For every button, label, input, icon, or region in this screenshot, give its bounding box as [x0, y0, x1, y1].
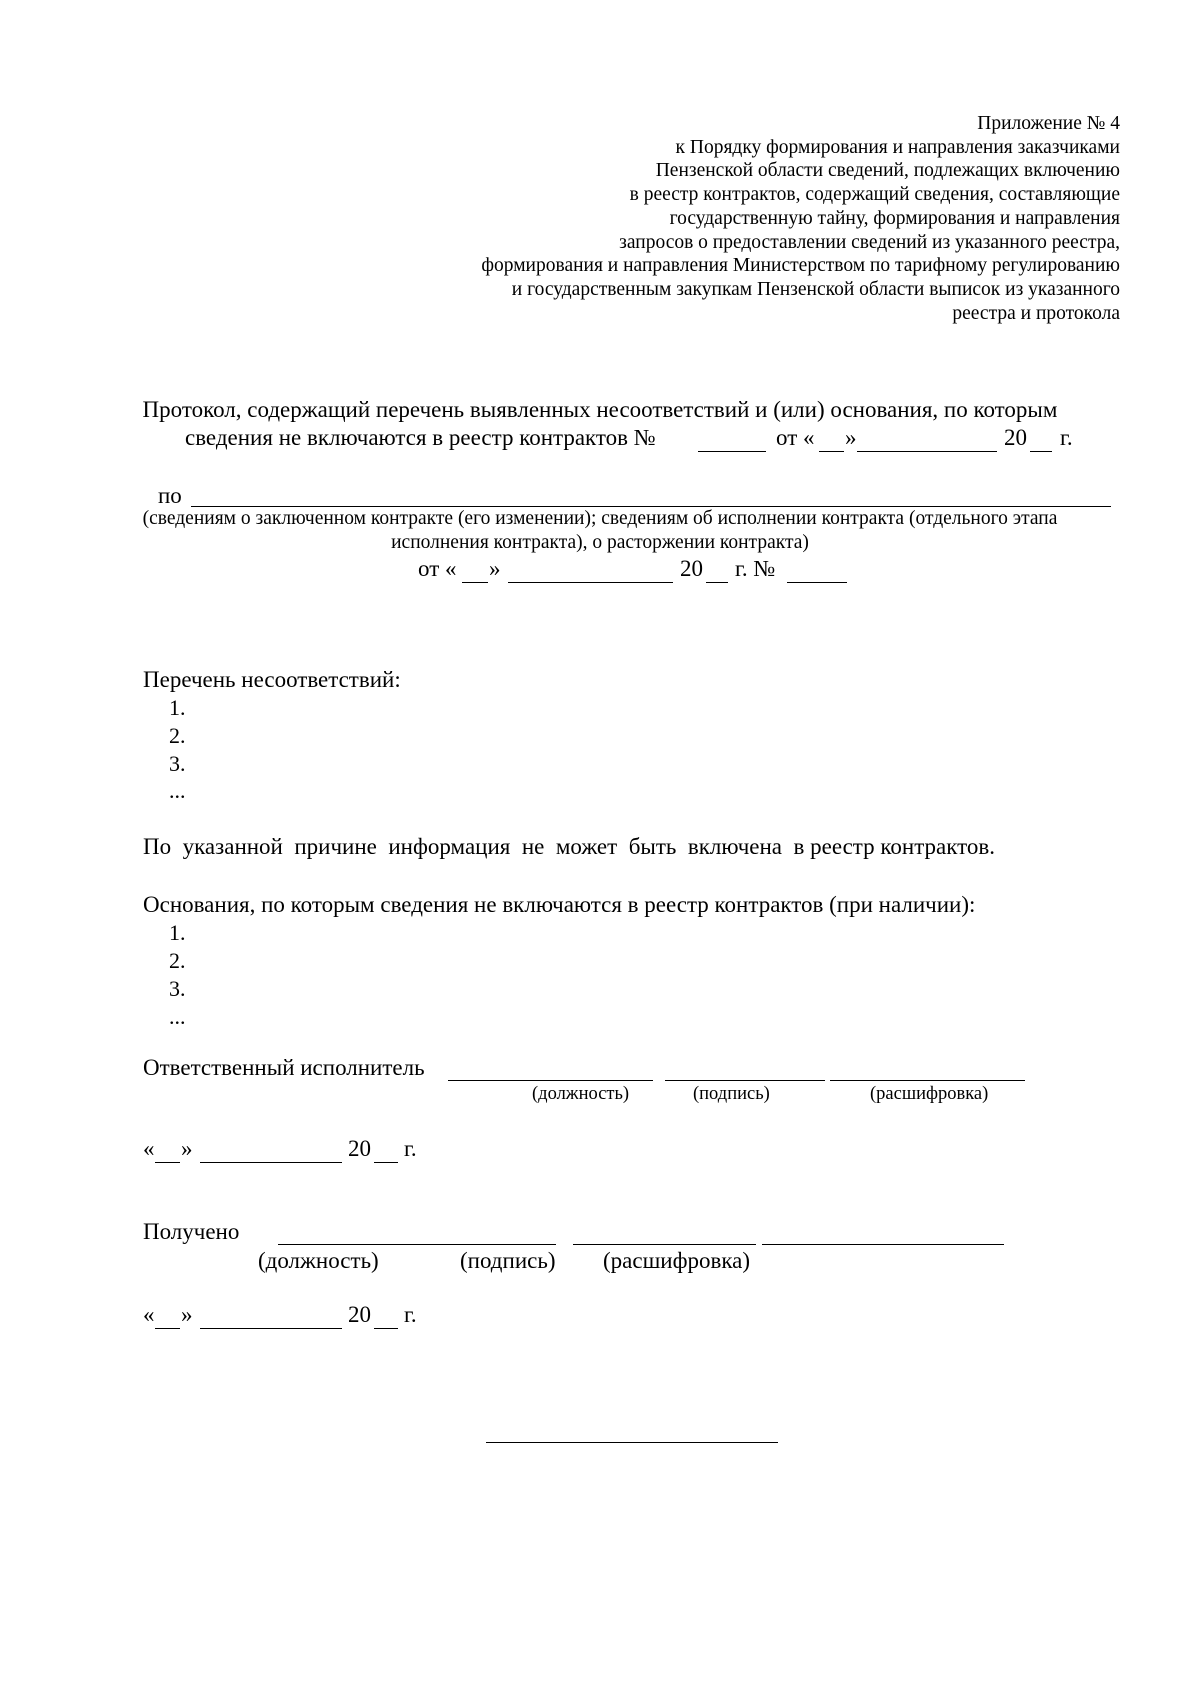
- po-note-line-2: исполнения контракта), о расторжении контракта): [391, 532, 809, 553]
- received-month-field[interactable]: [200, 1328, 342, 1329]
- executor-caption-position: (должность): [532, 1084, 630, 1104]
- received-decoding-field[interactable]: [762, 1244, 1004, 1245]
- title-line-1: Протокол, содержащий перечень выявленных несоответствий и (или) основания, по которым: [142, 397, 1058, 422]
- list-item: 3.: [169, 976, 186, 1001]
- title-line-2-prefix: сведения не включаются в реестр контрактов №: [185, 425, 656, 450]
- received-caption-position: (должность): [258, 1248, 379, 1273]
- received-date-open: «: [143, 1302, 155, 1327]
- mismatches-heading: Перечень несоответствий:: [143, 667, 401, 692]
- executor-month-field[interactable]: [200, 1162, 342, 1163]
- protocol-day-field[interactable]: [819, 451, 844, 452]
- appendix-line: в реестр контрактов, содержащий сведения, составляющие: [629, 184, 1120, 206]
- appendix-line: формирования и направления Министерством по тарифному регулированию: [481, 255, 1120, 277]
- po-note-line-1: (сведениям о заключенном контракте (его изменении); сведениям об исполнении контракта (отдельного этапа: [142, 508, 1058, 529]
- executor-date-close: »: [181, 1136, 193, 1161]
- executor-caption-signature: (подпись): [693, 1084, 770, 1104]
- executor-g: г.: [404, 1136, 417, 1161]
- po-month-field[interactable]: [508, 582, 673, 583]
- title-g: г.: [1060, 425, 1073, 450]
- received-year-field[interactable]: [374, 1328, 398, 1329]
- appendix-line: реестра и протокола: [952, 302, 1120, 324]
- received-year: 20: [348, 1302, 371, 1327]
- appendix-line: к Порядку формирования и направления заказчиками: [675, 136, 1120, 158]
- po-year-field[interactable]: [706, 582, 728, 583]
- list-item: 1.: [169, 920, 186, 945]
- received-caption-decoding: (расшифровка): [603, 1248, 751, 1273]
- appendix-line: Пензенской области сведений, подлежащих включению: [655, 160, 1120, 182]
- appendix-line: государственную тайну, формирования и направления: [669, 207, 1120, 229]
- grounds-heading: Основания, по которым сведения не включаются в реестр контрактов (при наличии):: [143, 892, 976, 917]
- received-caption-signature: (подпись): [460, 1248, 556, 1273]
- list-item: ...: [169, 778, 186, 803]
- protocol-month-field[interactable]: [857, 451, 997, 452]
- executor-date-open: «: [143, 1136, 155, 1161]
- protocol-number-field[interactable]: [698, 451, 766, 452]
- received-day-field[interactable]: [155, 1328, 180, 1329]
- list-item: 2.: [169, 723, 186, 748]
- reason-text: По указанной причине информация не может быть включена в реестр контрактов.: [143, 834, 995, 859]
- executor-year: 20: [348, 1136, 371, 1161]
- po-g-number: г. №: [735, 556, 776, 581]
- appendix-header: [420, 112, 1120, 325]
- executor-label: Ответственный исполнитель: [143, 1055, 425, 1080]
- title-date-open: от «: [776, 425, 815, 450]
- executor-decoding-field[interactable]: [830, 1080, 1025, 1081]
- executor-day-field[interactable]: [155, 1162, 180, 1163]
- executor-caption-decoding: (расшифровка): [870, 1084, 989, 1104]
- list-item: 1.: [169, 695, 186, 720]
- po-label: по: [158, 483, 182, 508]
- received-position-field[interactable]: [278, 1244, 556, 1245]
- list-item: 2.: [169, 948, 186, 973]
- list-item: ...: [169, 1004, 186, 1029]
- received-signature-field[interactable]: [573, 1244, 756, 1245]
- appendix-line: и государственным закупкам Пензенской области выписок из указанного: [511, 278, 1120, 300]
- protocol-year-field[interactable]: [1030, 451, 1052, 452]
- po-date-open: от «: [418, 556, 457, 581]
- received-label: Получено: [143, 1219, 240, 1244]
- title-year: 20: [1004, 425, 1027, 450]
- bottom-separator-line: [486, 1442, 778, 1443]
- po-number-field[interactable]: [787, 582, 847, 583]
- po-day-field[interactable]: [462, 582, 488, 583]
- received-g: г.: [404, 1302, 417, 1327]
- po-year: 20: [680, 556, 703, 581]
- executor-position-field[interactable]: [448, 1080, 653, 1081]
- title-date-close: »: [845, 425, 857, 450]
- executor-signature-field[interactable]: [665, 1080, 825, 1081]
- po-subject-field[interactable]: [191, 506, 1111, 507]
- po-date-close: »: [489, 556, 501, 581]
- appendix-line: Приложение № 4: [977, 113, 1120, 134]
- received-date-close: »: [181, 1302, 193, 1327]
- appendix-line: запросов о предоставлении сведений из указанного реестра,: [619, 231, 1120, 253]
- list-item: 3.: [169, 751, 186, 776]
- executor-year-field[interactable]: [374, 1162, 398, 1163]
